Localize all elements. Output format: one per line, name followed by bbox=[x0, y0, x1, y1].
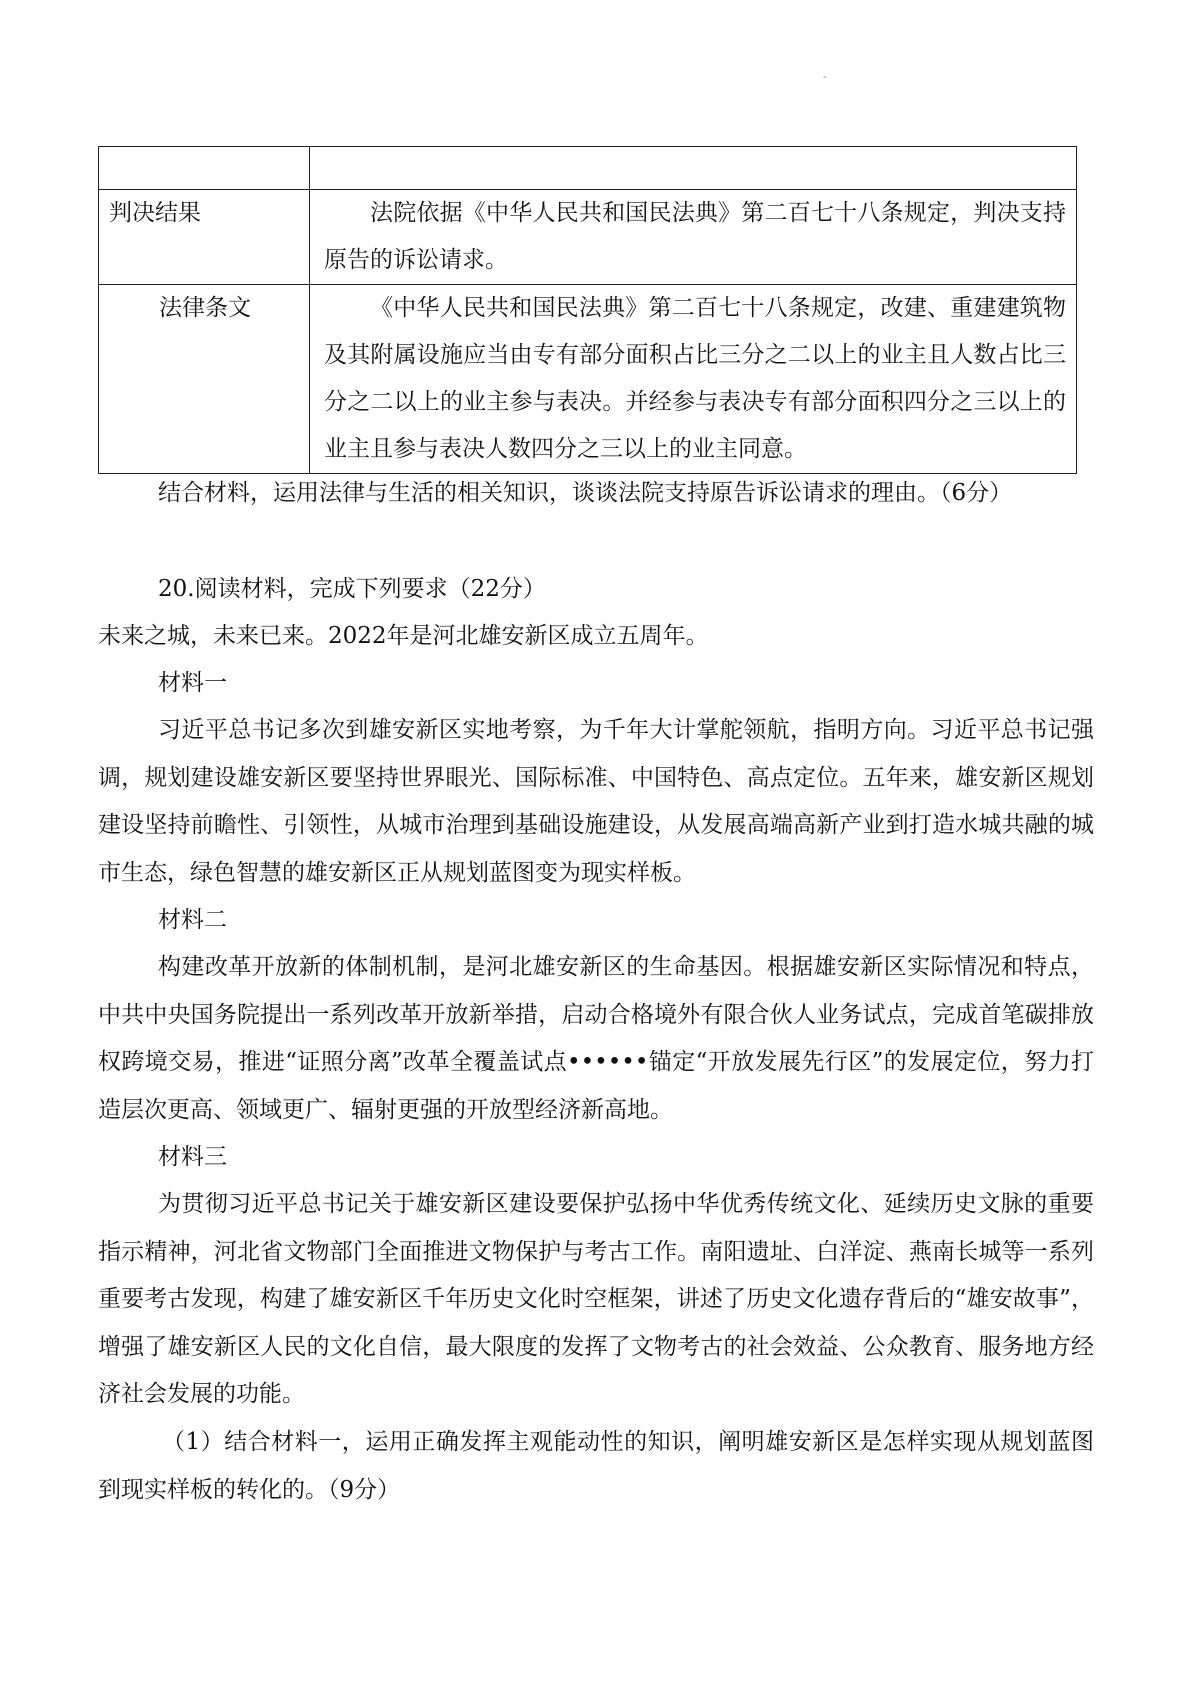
table-row bbox=[99, 190, 1077, 285]
table-label-cell: 法律条文 bbox=[99, 285, 310, 474]
material-1-title: 材料一 bbox=[158, 670, 227, 696]
material-1-text: 习近平总书记多次到雄安新区实地考察，为千年大计掌舵领航，指明方向。习近平总书记强调，规划建设雄安新区要坚持世界眼光、国际标准、中国特色、高点定位。五年来，雄安新区规划建设坚持前瞻性、引领性，从城市治理到基础设施建设，从发展高端高新产业到打造水城共融的城市生态，绿色智慧的雄安新区正从规划蓝图变为现实样板。 bbox=[98, 717, 1094, 886]
table-label-cell bbox=[99, 147, 310, 190]
case-table bbox=[98, 146, 1077, 474]
table-text-cell: 法院依据《中华人民共和国民法典》第二百七十八条规定，判决支持原告的诉讼请求。 bbox=[310, 190, 1077, 285]
q20-intro: 未来之城，未来已来。2022年是河北雄安新区成立五周年。 bbox=[98, 623, 709, 649]
material-2-title: 材料二 bbox=[158, 907, 227, 933]
table-text-cell bbox=[310, 147, 1077, 190]
table-row bbox=[99, 147, 1077, 190]
material-3-title: 材料三 bbox=[158, 1144, 227, 1170]
material-3-text: 为贯彻习近平总书记关于雄安新区建设要保护弘扬中华优秀传统文化、延续历史文脉的重要指示精神，河北省文物部门全面推进文物保护与考古工作。南阳遗址、白洋淀、燕南长城等一系列重要考古发现，构建了雄安新区千年历史文化时空框架，讲述了历史文化遗存背后的“雄安故事”，增强了雄安新区人民的文化自信，最大限度的发挥了文物考古的社会效益、公众教育、服务地方经济社会发展的功能。 bbox=[98, 1191, 1094, 1407]
q20-heading: 20.阅读材料，完成下列要求（22分） bbox=[158, 576, 546, 602]
q19-task: 结合材料，运用法律与生活的相关知识，谈谈法院支持原告诉讼请求的理由。（6分） bbox=[158, 480, 1013, 506]
table-text-cell: 《中华人民共和国民法典》第二百七十八条规定，改建、重建建筑物及其附属设施应当由专有部分面积占比三分之二以上的业主且人数占比三分之二以上的业主参与表决。并经参与表决专有部分面积四分之三以上的业主且参与表决人数四分之三以上的业主同意。 bbox=[310, 285, 1077, 474]
page-mark: - bbox=[823, 72, 827, 83]
table-row bbox=[99, 285, 1077, 474]
table-label-cell: 判决结果 bbox=[99, 190, 310, 285]
q20-sub-question-1: （1）结合材料一，运用正确发挥主观能动性的知识，阐明雄安新区是怎样实现从规划蓝图到现实样板的转化的。（9分） bbox=[98, 1429, 1094, 1503]
material-2-text: 构建改革开放新的体制机制，是河北雄安新区的生命基因。根据雄安新区实际情况和特点，中共中央国务院提出一系列改革开放新举措，启动合格境外有限合伙人业务试点，完成首笔碳排放权跨境交易，推进“证照分离”改革全覆盖试点••••••锚定“开放发展先行区”的发展定位，努力打造层次更高、领域更广、辐射更强的开放型经济新高地。 bbox=[98, 954, 1094, 1123]
